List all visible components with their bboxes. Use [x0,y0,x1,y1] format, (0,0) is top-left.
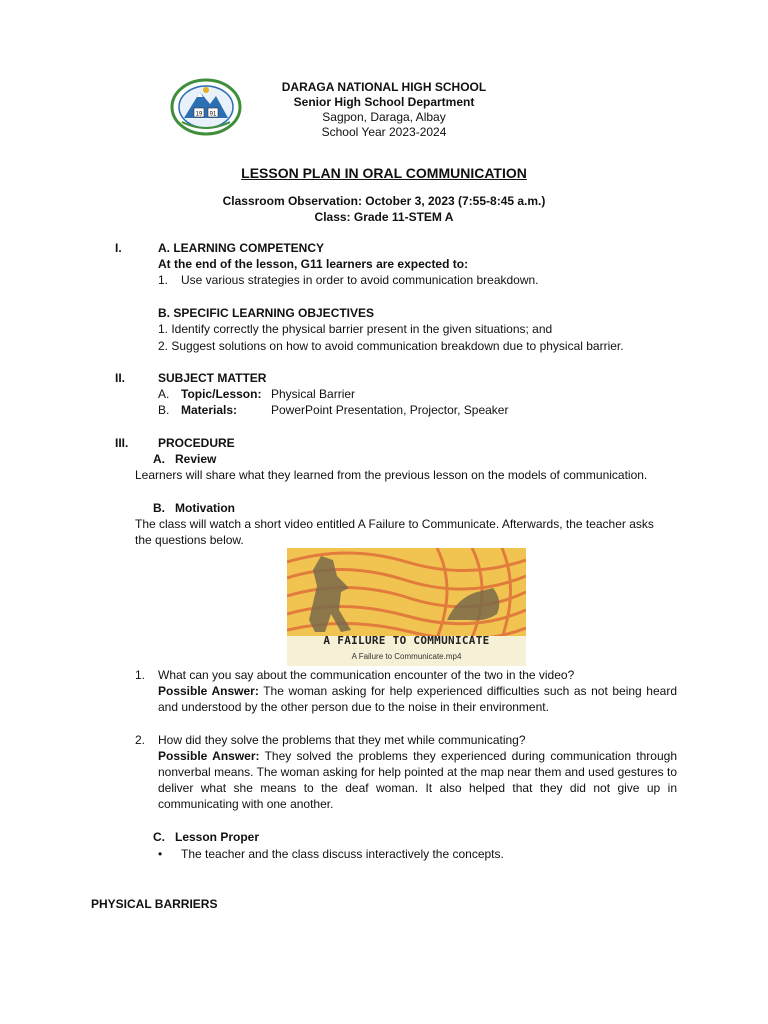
seal-year-right: 91 [209,111,217,118]
review-text: Learners will share what they learned from the previous lesson on the models of communication. [135,468,648,482]
video-title: A FAILURE TO COMMUNICATE [323,634,490,647]
video-illustration [287,548,526,638]
objective-2: 2. Suggest solutions on how to avoid communication breakdown due to physical barrier. [158,339,624,353]
competency-number: 1. [158,273,169,287]
school-year: School Year 2023-2024 [321,125,447,139]
section-2-numeral: II. [115,371,126,385]
materials-letter: B. [158,403,170,417]
physical-barriers-heading: PHYSICAL BARRIERS [91,897,218,911]
materials-label: Materials: [181,403,238,417]
procedure-heading: PROCEDURE [158,436,235,450]
section-3-numeral: III. [115,436,129,450]
competency-text: Use various strategies in order to avoid communication breakdown. [181,273,539,287]
department-name: Senior High School Department [293,95,475,109]
class-info: Class: Grade 11-STEM A [314,210,454,224]
answer-1-label: Possible Answer: [158,684,259,698]
objectives-heading: B. SPECIFIC LEARNING OBJECTIVES [158,306,375,320]
materials-value: PowerPoint Presentation, Projector, Speaker [271,403,509,417]
answer-1-text: The woman asking for help experienced difficulties such as not being heard and understood by the other person due to the noise in their environment. [158,684,677,714]
motivation-line-1: The class will watch a short video entitled A Failure to Communicate. Afterwards, the teacher asks [135,517,654,531]
topic-label: Topic/Lesson: [181,387,262,401]
section-1-numeral: I. [115,241,122,255]
answer-2-label: Possible Answer: [158,749,260,763]
video-thumbnail[interactable] [287,548,526,666]
review-heading: A. Review [153,452,217,466]
seal-year-left: 19 [195,111,203,118]
question-1: What can you say about the communication encounter of the two in the video? [158,668,575,682]
school-header [240,80,528,140]
learning-competency-heading: A. LEARNING COMPETENCY [158,241,325,255]
question-2-number: 2. [135,733,146,747]
bullet-icon: • [158,847,163,861]
question-1-number: 1. [135,668,146,682]
topic-value: Physical Barrier [271,387,356,401]
competency-intro: At the end of the lesson, G11 learners are expected to: [158,257,469,271]
answer-1 [158,683,677,715]
motivation-line-2: the questions below. [135,533,244,547]
school-name: DARAGA NATIONAL HIGH SCHOOL [281,80,487,94]
page-title: LESSON PLAN IN ORAL COMMUNICATION [241,165,527,181]
lesson-proper-heading: C. Lesson Proper [153,830,260,844]
motivation-heading: B. Motivation [153,501,235,515]
answer-2 [158,748,677,812]
lesson-proper-bullet: The teacher and the class discuss interactively the concepts. [181,847,504,861]
school-seal-logo [170,78,242,136]
objective-1: 1. Identify correctly the physical barrier present in the given situations; and [158,322,553,336]
observation-date: Classroom Observation: October 3, 2023 (7:55-8:45 a.m.) [222,194,546,208]
subject-matter-heading: SUBJECT MATTER [158,371,267,385]
question-2: How did they solve the problems that they met while communicating? [158,733,526,747]
topic-letter: A. [158,387,170,401]
video-filename[interactable]: A Failure to Communicate.mp4 [351,652,462,661]
answer-2-text: They solved the problems they experienced during communication through nonverbal means. The woman asking for help pointed at the map near them and used gestures to deliver what she means to the deaf woman. It also helped that they did not give up in communicating with one another. [158,749,677,811]
observation-info [0,193,768,225]
school-address: Sagpon, Daraga, Albay [322,110,446,124]
